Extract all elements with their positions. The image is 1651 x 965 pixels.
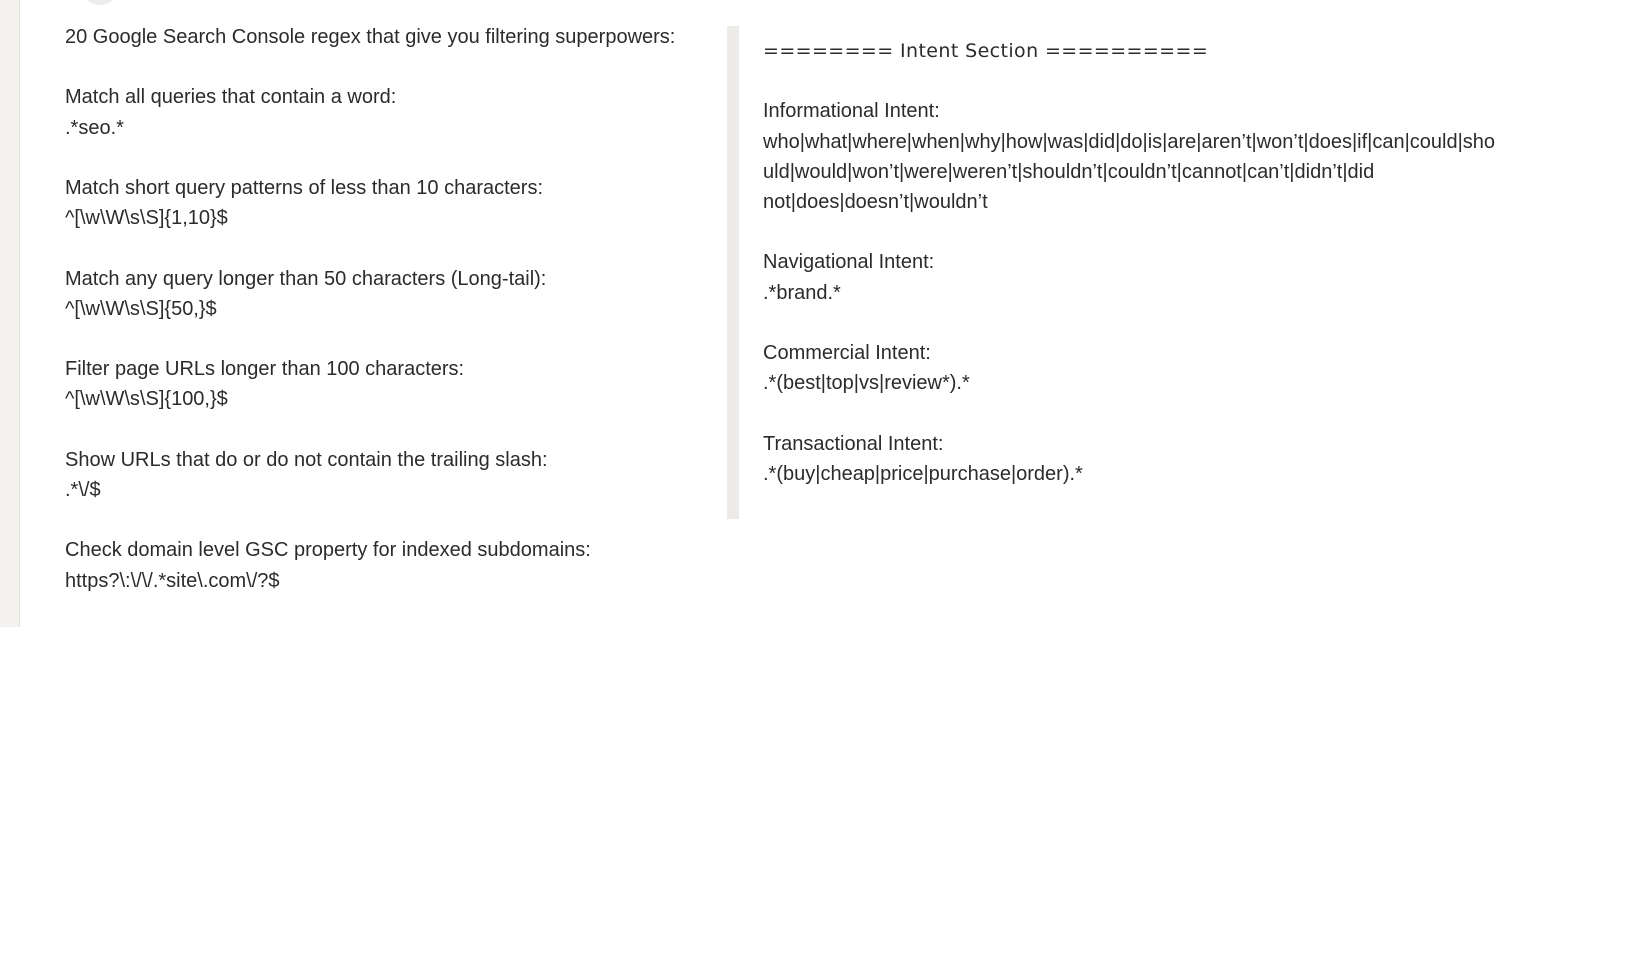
section-title: ======== Intent Section ==========	[763, 40, 1209, 62]
intent-label: Navigational Intent:	[763, 251, 935, 274]
regex-pattern: ^[\w\W\s\S]{100,}$	[65, 388, 228, 411]
regex-label: Show URLs that do or do not contain the trailing slash:	[65, 448, 548, 471]
regex-pattern: https?\:\/\/.*site\.com\/?$	[65, 569, 280, 592]
intro-text: 20 Google Search Console regex that give you filtering superpowers:	[65, 26, 676, 48]
regex-item	[65, 535, 715, 595]
regex-item	[65, 264, 715, 324]
regex-label: Match any query longer than 50 characters (Long-tail):	[65, 267, 547, 290]
intent-section	[763, 36, 1553, 519]
regex-item	[65, 354, 715, 414]
intent-regex-line: not|does|doesn’t|wouldn’t	[763, 191, 988, 213]
intent-item-transactional	[763, 429, 1553, 489]
intent-label: Transactional Intent:	[763, 432, 944, 455]
regex-pattern: .*\/$	[65, 478, 101, 501]
regex-label: Match all queries that contain a word:	[65, 86, 397, 109]
intent-label: Commercial Intent:	[763, 341, 931, 364]
regex-pattern: ^[\w\W\s\S]{1,10}$	[65, 207, 228, 230]
intent-regex-line: .*(buy|cheap|price|purchase|order).*	[763, 462, 1083, 485]
regex-pattern: ^[\w\W\s\S]{50,}$	[65, 297, 217, 320]
intent-regex-line: .*(best|top|vs|review*).*	[763, 372, 970, 395]
post-text-right-column	[727, 26, 1557, 519]
post-text-left-column	[65, 22, 715, 626]
regex-item	[65, 173, 715, 233]
intent-item-informational	[763, 96, 1553, 217]
post-intro	[65, 22, 715, 52]
avatar[interactable]	[82, 0, 118, 5]
regex-label: Check domain level GSC property for indexed subdomains:	[65, 539, 591, 562]
intent-regex-line: uld|would|won’t|were|weren’t|shouldn’t|couldn’t|cannot|can’t|didn’t|did	[763, 160, 1375, 183]
intent-label: Informational Intent:	[763, 100, 940, 123]
post-header	[82, 0, 175, 6]
intent-regex-line: .*brand.*	[763, 281, 841, 304]
regex-item	[65, 445, 715, 505]
feed-gutter	[0, 0, 20, 627]
intent-item-navigational	[763, 247, 1553, 307]
regex-item	[65, 82, 715, 142]
regex-label: Filter page URLs longer than 100 characters:	[65, 358, 465, 381]
regex-pattern: .*seo.*	[65, 116, 124, 139]
intent-item-commercial	[763, 338, 1553, 398]
post-card	[20, 0, 1651, 627]
intent-regex-line: who|what|where|when|why|how|was|did|do|is|are|aren’t|won’t|does|if|can|could|sho	[763, 130, 1496, 153]
section-title-block	[763, 36, 1553, 66]
regex-label: Match short query patterns of less than 10 characters:	[65, 176, 544, 199]
